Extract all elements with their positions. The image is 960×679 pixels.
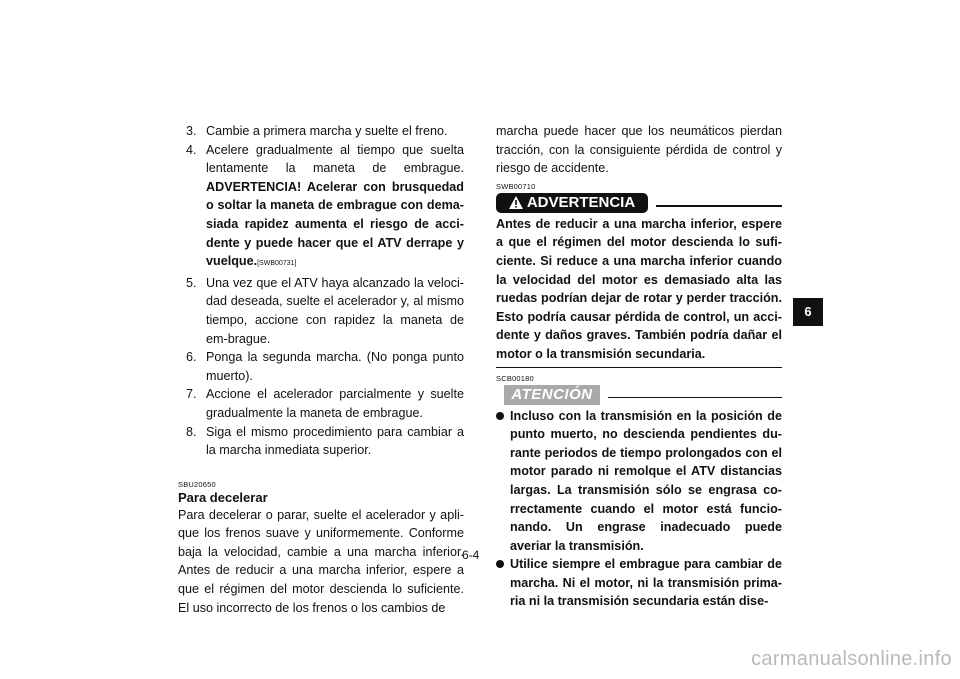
warning-header-rule (656, 205, 782, 207)
bullet-icon (496, 412, 504, 420)
step-4 (178, 141, 464, 274)
inline-warning: ADVERTENCIA! Acelerar con brusquedad o soltar la maneta de embrague con dema-siada rapidez aumenta el riesgo de acci-dente y puede hacer que el ATV derrape y vuelque. (206, 179, 464, 269)
warning-triangle-icon (509, 195, 523, 215)
step-6 (178, 348, 464, 385)
warning-code: SWB00710 (496, 181, 536, 191)
step-text: Cambie a primera marcha y suelte el freno. (206, 124, 448, 138)
caution-badge: ATENCIÓN (504, 385, 600, 405)
step-text: Una vez que el ATV haya alcanzado la veloci-dad deseada, suelte el acelerador y, al mismo tiempo, accione con rapidez la maneta de em-brague. (206, 275, 464, 346)
step-number: 8. (186, 424, 197, 439)
caution-item-text: Utilice siempre el embrague para cambiar de marcha. Ni el motor, ni la transmisión prima-ria ni la transmisión secundaria están dise- (510, 557, 782, 609)
warning-label: ADVERTENCIA (526, 193, 636, 211)
step-text: Acelere gradualmente al tiempo que suelta lentamente la maneta de embrague. (206, 142, 464, 176)
step-number: 6. (186, 350, 197, 365)
continued-text: marcha puede hacer que los neumáticos pierdan tracción, con la consiguiente pérdida de control y riesgo de accidente. (496, 124, 782, 176)
step-5 (178, 274, 464, 348)
caution-item (496, 555, 782, 611)
caution-header-rule (608, 397, 782, 398)
watermark: carmanualsonline.info (751, 648, 952, 670)
chapter-tab: 6 (793, 298, 823, 326)
caution-item-text: Incluso con la transmisión en la posición de punto muerto, no descienda pendientes du-rante periodos de tiempo prolongados con el motor parado ni remolque el ATV distancias largas. La transmisión sólo se engrasa co-rrectamente cuando el motor está funcio-nando. Un engrase inadecuado puede averiar la transmisión. (510, 408, 782, 553)
caution-code: SCB00180 (496, 373, 534, 383)
step-7 (178, 385, 464, 422)
step-8 (178, 423, 464, 460)
step-text: Siga el mismo procedimiento para cambiar a la marcha inmediata superior. (206, 424, 464, 458)
left-column (178, 122, 464, 617)
step-3 (178, 122, 464, 141)
step-text: Ponga la segunda marcha. (No ponga punto muerto). (206, 350, 464, 383)
step-number: 3. (186, 124, 197, 138)
step-number: 4. (186, 142, 197, 157)
step-number: 7. (186, 387, 197, 402)
bullet-icon (496, 560, 504, 568)
caution-item (496, 407, 782, 556)
step-number: 5. (186, 275, 197, 290)
caution-header (496, 385, 782, 407)
section-title: Para decelerar (178, 489, 268, 505)
warning-bottom-rule (496, 367, 782, 368)
section-text: Para decelerar o parar, suelte el acelerador y apli-que los frenos suave y uniformemente. Conforme baja la velocidad, cambie a una marcha inferior. Antes de reducir a una marcha inferior, espere a que el régimen del motor descienda lo suficiente. El uso incorrecto de los frenos o los cambios de (178, 507, 464, 615)
warning-badge (496, 193, 648, 213)
right-column (496, 122, 782, 611)
step-text: Accione el acelerador parcialmente y suelte gradualmente la maneta de embrague. (206, 387, 464, 420)
warning-text: Antes de reducir a una marcha inferior, espere a que el régimen del motor descienda lo sufi-ciente. Si reduce a una marcha inferior cuando la velocidad del motor es demasiado alta las ruedas podrían dejar de rotar y perder tracción. Esto podría causar pérdida de control, un acci-dente y daños graves. También podría dañar el motor o la transmisión secundaria. (496, 216, 782, 361)
section-code: SBU20650 (178, 479, 216, 489)
warning-code: [SWB00731] (257, 260, 297, 268)
warning-header (496, 193, 782, 215)
page-number: 6-4 (462, 548, 480, 562)
